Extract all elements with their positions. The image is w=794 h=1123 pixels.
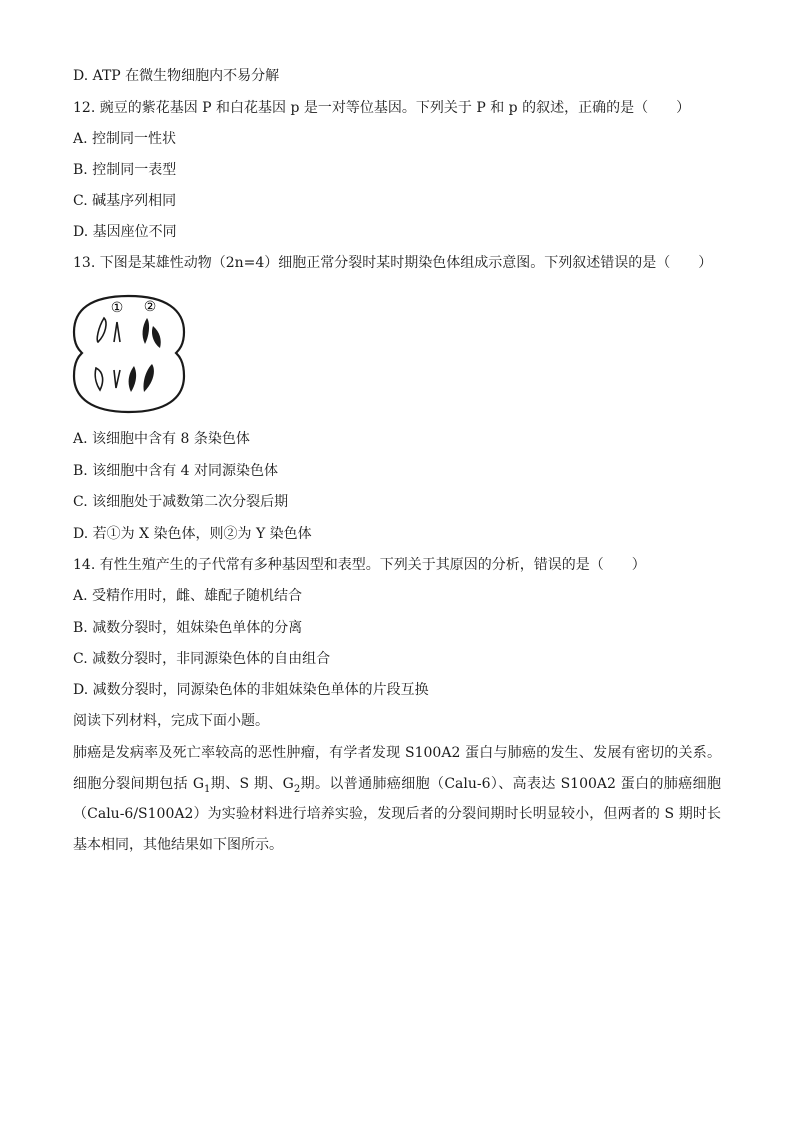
q11-option-d: D. ATP 在微生物细胞内不易分解: [73, 68, 280, 84]
chromosome: [143, 364, 153, 392]
chromosome: [129, 366, 137, 392]
chromosome: [143, 318, 150, 344]
chromosome: [95, 368, 102, 390]
chromosome: [97, 318, 106, 342]
q12-option-a: A. 控制同一性状: [73, 131, 177, 147]
chromosome: [114, 322, 120, 342]
cell-membrane: [74, 296, 184, 412]
q14-option-d: D. 减数分裂时，同源染色体的非姐妹染色单体的片段互换: [73, 682, 429, 698]
q14-stem: 14. 有性生殖产生的子代常有多种基因型和表型。下列关于其原因的分析，错误的是（ ）: [73, 557, 646, 573]
chromosome: [114, 370, 120, 388]
material-paragraph: [73, 738, 721, 860]
q12-stem: 12. 豌豆的紫花基因 P 和白花基因 p 是一对等位基因。下列关于 P 和 p 的叙述，正确的是（ ）: [73, 100, 691, 116]
cell-division-figure: [70, 288, 188, 418]
material-text-1: 肺癌是发病率及死亡率较高的恶性肿瘤，有学者发现 S100A2 蛋白与肺癌的发生、发展有密切的关系。细胞分裂间期包括 G: [73, 745, 721, 792]
q13-option-a: A. 该细胞中含有 8 条染色体: [73, 431, 250, 447]
q14-option-c: C. 减数分裂时，非同源染色体的自由组合: [73, 651, 331, 667]
g1-subscript: 1: [204, 783, 211, 795]
q12-option-c: C. 碱基序列相同: [73, 193, 177, 209]
figure-label-1: ①: [110, 300, 124, 316]
q12-option-d: D. 基因座位不同: [73, 224, 177, 240]
material-intro: 阅读下列材料，完成下面小题。: [73, 713, 269, 729]
q13-option-d: D. 若①为 X 染色体，则②为 Y 染色体: [73, 526, 312, 542]
q12-option-b: B. 控制同一表型: [73, 162, 177, 178]
material-text-2: 期、S 期、G: [210, 775, 294, 792]
lower-chromosomes: [95, 364, 154, 392]
q13-stem: 13. 下图是某雄性动物（2n=4）细胞正常分裂时某时期染色体组成示意图。下列叙述错误的是（ ）: [73, 255, 713, 271]
upper-chromosomes: [97, 318, 160, 348]
chromosome: [152, 326, 161, 348]
q13-option-b: B. 该细胞中含有 4 对同源染色体: [73, 463, 278, 479]
q13-option-c: C. 该细胞处于减数第二次分裂后期: [73, 494, 289, 510]
material-text-3: 期。以普通肺癌细胞（Calu-6）、高表达 S100A2 蛋白的肺癌细胞（Calu-6/S100A2）为实验材料进行培养实验，发现后者的分裂间期时长明显较小，但两者的 S 期时长基本相同，其他结果如下图所示。: [73, 775, 721, 853]
q14-option-a: A. 受精作用时，雌、雄配子随机结合: [73, 588, 303, 604]
figure-label-2: ②: [143, 299, 157, 315]
q14-option-b: B. 减数分裂时，姐妹染色单体的分离: [73, 620, 303, 636]
g2-subscript: 2: [293, 783, 301, 795]
